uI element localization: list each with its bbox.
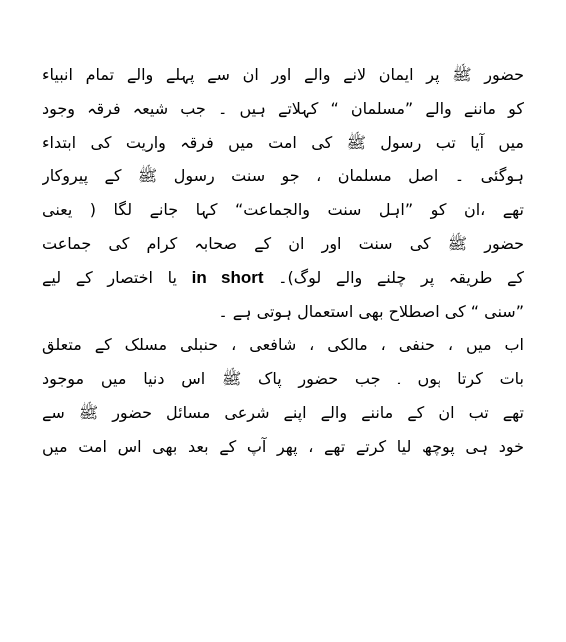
text-line-mixed [42,261,524,295]
text-line: حضور ﷺ کی سنت اور ان کے صحابہ کرام کی جماعت [42,233,524,253]
text-segment: یا اختصار کے لیے [42,267,192,287]
text-line: میں آیا تب رسول ﷺ کی امت میں فرقہ واریت کی ابتداء [42,132,524,152]
text-line: کو ماننے والے ”مسلمان “ کہلاتے ہیں ۔ جب شیعہ فرقہ وجود [42,98,524,118]
text-segment: کے طریقہ پر چلنے والے لوگ)۔ [263,267,524,287]
urdu-paragraph [42,58,524,464]
text-line: تھے تب ان کے ماننے والے اپنے شرعی مسائل حضور ﷺ سے [42,402,524,422]
text-line: ہوگئی ۔ اصل مسلمان ، جو سنت رسول ﷺ کے پیروکار [42,166,524,186]
text-line: حضور ﷺ پر ایمان لانے والے اور ان سے پہلے والے تمام انبیاء [42,65,524,84]
text-line: ”سنی “ کی اصطلاح بھی استعمال ہوتی ہے ۔ [218,301,524,321]
english-phrase: in short [191,267,264,287]
text-line: خود ہی پوچھ لیا کرتے تھے ، پھر آپ کے بعد بھی اس امت میں [42,436,524,456]
text-line: بات کرتا ہوں ۔ جب حضور پاک ﷺ اس دنیا میں موجود [42,369,524,389]
text-line: اب میں ، حنفی ، مالکی ، شافعی ، حنبلی مسلک کے متعلق [42,335,524,355]
text-line: تھے ،ان کو ”اہل سنت والجماعت“ کہا جانے لگا ( یعنی [42,200,524,220]
